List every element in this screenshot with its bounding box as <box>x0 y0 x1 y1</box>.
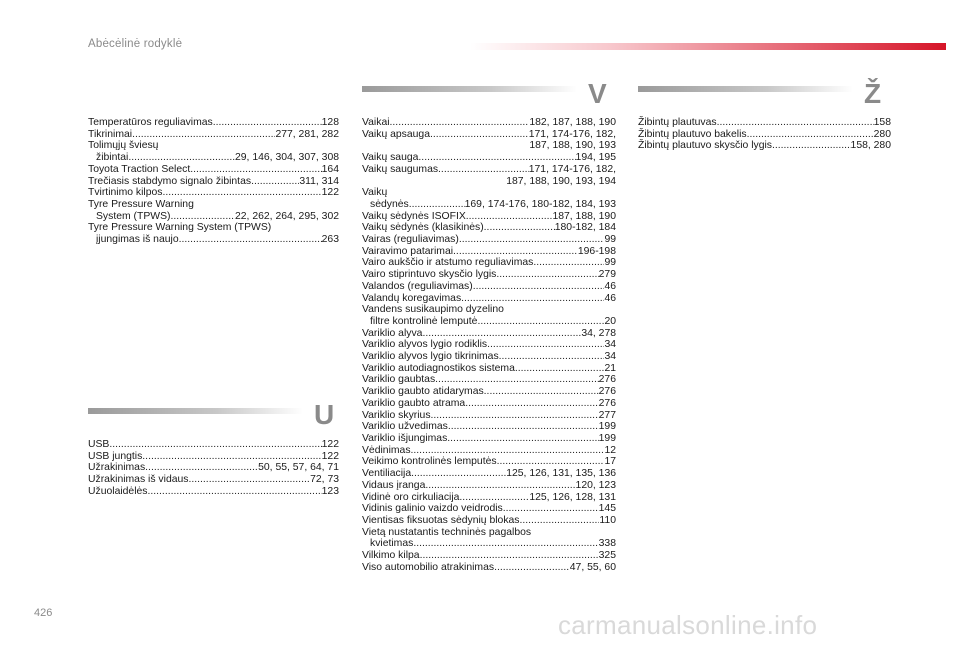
index-entry-label: Toyota Traction Select <box>88 163 191 175</box>
leader-dots <box>425 480 575 492</box>
leader-dots <box>188 474 310 486</box>
index-entry-label: Vairavimo patarimai <box>362 245 454 257</box>
leader-dots <box>411 445 605 457</box>
leader-dots <box>390 117 530 129</box>
index-entry-pages: 199 <box>598 432 616 444</box>
index-entry-label: sėdynės <box>370 198 409 210</box>
leader-dots <box>459 492 529 504</box>
index-entry-label: Vidinis galinio vaizdo veidrodis <box>362 503 503 515</box>
index-entry-pages: 46 <box>604 280 616 292</box>
index-entry-pages: 128 <box>321 117 339 128</box>
index-entry-label: Variklio autodiagnostikos sistema <box>362 362 515 374</box>
index-entry-pages: 171, 174-176, 182, <box>528 163 616 175</box>
index-entry-pages: 171, 174-176, 182, <box>528 128 616 140</box>
leader-dots <box>420 550 599 562</box>
index-entry-label: Vaikai <box>362 117 390 128</box>
index-entry-pages: 311, 314 <box>299 175 339 187</box>
index-entry <box>362 480 616 492</box>
index-entry-label: Užuolaidėlės <box>88 485 148 497</box>
leader-dots <box>170 211 235 223</box>
index-entry-pages: 145 <box>598 503 616 515</box>
index-entry <box>88 211 339 223</box>
leader-dots <box>459 234 605 246</box>
section-divider-u <box>88 408 303 414</box>
index-entry <box>88 474 339 486</box>
section-letter-z: Ž <box>864 78 882 109</box>
index-entry-label: Valandų koregavimas <box>362 292 462 304</box>
index-entry-heading: Vaikų <box>362 187 388 199</box>
leader-dots <box>109 439 321 451</box>
section-divider-v <box>362 86 577 92</box>
index-entry-label: Vairas (reguliavimas) <box>362 234 459 246</box>
index-entry-label: Variklio gaubto atidarymas <box>362 386 484 398</box>
index-entry <box>88 117 339 129</box>
leader-dots <box>162 187 321 199</box>
index-entry <box>362 410 616 422</box>
leader-dots <box>465 398 598 410</box>
index-entry-pages: 120, 123 <box>575 479 616 491</box>
index-entry-pages: 34 <box>604 339 616 351</box>
index-entry-pages: 22, 262, 264, 295, 302 <box>235 210 339 222</box>
index-entry <box>88 462 339 474</box>
leader-dots <box>477 316 604 328</box>
index-entry <box>362 316 616 328</box>
index-entry <box>88 129 339 141</box>
page-number: 426 <box>34 607 53 619</box>
index-entry-label: Tvirtinimo kilpos <box>88 187 163 199</box>
index-entry <box>362 129 616 141</box>
index-entry <box>362 550 616 562</box>
index-entry <box>362 386 616 398</box>
index-entry <box>362 199 616 211</box>
index-entry-label: Vairo stiprintuvo skysčio lygis <box>362 269 497 281</box>
leader-dots <box>430 129 529 141</box>
index-entry-pages: 99 <box>604 234 616 246</box>
index-entry-heading: Tyre Pressure Warning System (TPWS) <box>88 222 272 234</box>
index-entry-pages: 199 <box>598 421 616 433</box>
index-entry-pages: 164 <box>321 163 339 175</box>
index-entry <box>362 433 616 445</box>
index-entry-label: Temperatūros reguliavimas <box>88 117 213 128</box>
leader-dots <box>128 152 235 164</box>
leader-dots <box>520 515 600 527</box>
leader-dots <box>190 164 321 176</box>
index-entry-pages: 263 <box>321 234 339 246</box>
index-entry-pages: 123 <box>321 485 339 497</box>
index-entry-pages: 276 <box>598 386 616 398</box>
index-entry-label: Trečiasis stabdymo signalo žibintas <box>88 175 252 187</box>
index-entry <box>88 439 339 451</box>
index-entry-pages: 34, 278 <box>581 327 616 339</box>
index-entry <box>362 492 616 504</box>
index-entry-label: Variklio alyva <box>362 327 423 339</box>
index-entry <box>362 351 616 363</box>
index-entry-label: Valandos (reguliavimas) <box>362 280 473 292</box>
index-entry-pages: 276 <box>598 374 616 386</box>
header-accent-bar <box>470 43 946 50</box>
index-entry-label: Vaikų sauga <box>362 152 419 164</box>
index-entry-label: USB jungtis <box>88 450 143 462</box>
index-entry-label: Variklio gaubtas <box>362 374 436 386</box>
index-entry-label: kvietimas <box>370 538 414 550</box>
index-entry <box>362 456 616 468</box>
leader-dots <box>411 468 506 480</box>
index-entry-pages: 277, 281, 282 <box>275 128 339 140</box>
index-entry-pages: 325 <box>598 550 616 562</box>
index-entry <box>362 152 616 164</box>
index-entry-pages: 180-182, 184 <box>554 222 616 234</box>
index-entry-heading: Tyre Pressure Warning <box>88 198 194 210</box>
index-entry-pages: 21 <box>604 362 616 374</box>
index-entry-label: Vaikų apsauga <box>362 128 430 140</box>
index-entry <box>362 293 616 305</box>
index-entry-pages: 17 <box>604 456 616 468</box>
index-entry-label: Žibintų plautuvo skysčio lygis <box>638 140 772 152</box>
leader-dots <box>484 222 555 234</box>
index-entry <box>362 468 616 480</box>
index-entry-pages: 20 <box>604 315 616 327</box>
index-entry-label: Vidinė oro cirkuliacija <box>362 491 460 503</box>
index-entry-label: Vaikų sėdynės ISOFIX <box>362 210 466 222</box>
index-entry-label: USB <box>88 439 110 450</box>
index-entry <box>638 117 891 129</box>
leader-dots <box>142 451 321 463</box>
index-entry <box>362 503 616 515</box>
index-entry-label: Vaikų sėdynės (klasikinės) <box>362 222 484 234</box>
leader-dots <box>145 462 258 474</box>
index-entry-pages: 196-198 <box>577 245 616 257</box>
index-entry <box>362 538 616 550</box>
index-entry-label: Variklio alyvos lygio tikrinimas <box>362 351 499 363</box>
leader-dots <box>494 562 570 574</box>
index-entry-label: Viso automobilio atrakinimas <box>362 561 495 573</box>
index-entry-pages: 158, 280 <box>850 140 891 152</box>
index-entry-pages: 187, 188, 190 <box>552 210 616 222</box>
index-entry <box>88 187 339 199</box>
index-entry-label: Užrakinimas <box>88 462 146 474</box>
index-entry <box>88 234 339 246</box>
index-entry-pages: 338 <box>598 538 616 550</box>
leader-dots <box>515 363 605 375</box>
index-entry-pages: 122 <box>321 187 339 199</box>
leader-dots <box>179 234 322 246</box>
index-entry <box>88 152 339 164</box>
leader-dots <box>466 211 553 223</box>
index-entry <box>362 117 616 129</box>
index-entry-label: žibintai <box>96 152 129 164</box>
leader-dots <box>448 421 599 433</box>
index-entry <box>362 222 616 234</box>
index-entry-pages: 158 <box>873 117 891 128</box>
index-entry-label: filtre kontrolinė lemputė <box>370 315 478 327</box>
leader-dots <box>431 410 599 422</box>
index-entry-heading: Vietą nustatantis techninės pagalbos <box>362 526 532 538</box>
index-entry-label: Užrakinimas iš vidaus <box>88 474 189 486</box>
index-column-v <box>362 117 616 573</box>
index-entry-heading: Vandens susikaupimo dyzelino <box>362 304 504 316</box>
leader-dots <box>422 328 581 340</box>
index-entry <box>362 398 616 410</box>
leader-dots <box>148 486 322 498</box>
index-entry-pages: 29, 146, 304, 307, 308 <box>235 152 339 164</box>
leader-dots <box>772 140 851 152</box>
index-entry-label: Vilkimo kilpa <box>362 550 420 562</box>
index-entry-label: Vaikų saugumas <box>362 163 439 175</box>
index-entry-label: Variklio išjungimas <box>362 432 448 444</box>
index-entry-pages: 277 <box>598 409 616 421</box>
leader-dots <box>496 269 598 281</box>
section-divider-z <box>638 86 853 92</box>
index-entry <box>362 421 616 433</box>
leader-dots <box>438 164 529 176</box>
index-entry-pages: 99 <box>604 257 616 269</box>
index-entry-pages: 280 <box>873 128 891 140</box>
leader-dots <box>418 152 575 164</box>
index-column-t <box>88 117 339 246</box>
index-entry <box>88 451 339 463</box>
index-entry <box>362 257 616 269</box>
leader-dots <box>447 433 598 445</box>
index-entry-pages: 125, 126, 131, 135, 136 <box>506 468 616 480</box>
index-entry-pages: 125, 126, 128, 131 <box>529 491 616 503</box>
index-entry <box>362 211 616 223</box>
section-letter-u: U <box>314 399 335 430</box>
leader-dots <box>132 129 275 141</box>
index-entry <box>638 129 891 141</box>
index-entry-label: Žibintų plautuvas <box>638 117 717 128</box>
index-entry-label: Vairo aukščio ir atstumo reguliavimas <box>362 257 534 269</box>
index-entry-label: Variklio užvedimas <box>362 421 448 433</box>
index-entry <box>362 164 616 176</box>
index-entry-pages: 122 <box>321 450 339 462</box>
index-entry <box>362 234 616 246</box>
index-entry-label: Vidaus įranga <box>362 479 426 491</box>
index-entry <box>362 515 616 527</box>
index-entry <box>362 281 616 293</box>
index-entry <box>88 164 339 176</box>
leader-dots <box>503 503 599 515</box>
index-entry-pages: 279 <box>598 269 616 281</box>
leader-dots <box>747 129 874 141</box>
index-entry-label: Tikrinimai <box>88 128 133 140</box>
index-entry-label: System (TPWS) <box>96 210 171 222</box>
leader-dots <box>413 538 598 550</box>
index-entry <box>362 328 616 340</box>
index-entry-pages: 182, 187, 188, 190 <box>529 117 616 128</box>
index-entry-label: Variklio gaubto atrama <box>362 397 466 409</box>
index-entry-pages-continued: 187, 188, 190, 193, 194 <box>506 175 616 187</box>
index-entry-pages: 110 <box>599 514 616 526</box>
index-entry <box>362 363 616 375</box>
index-entry-label: Variklio alyvos lygio rodiklis <box>362 339 488 351</box>
leader-dots <box>473 281 605 293</box>
page-header-title: Abėcėlinė rodyklė <box>88 38 183 50</box>
index-entry <box>88 176 339 188</box>
index-entry <box>88 486 339 498</box>
index-entry-label: įjungimas iš naujo <box>96 234 179 246</box>
index-entry-heading: Tolimųjų šviesų <box>88 140 159 152</box>
index-entry <box>362 374 616 386</box>
leader-dots <box>484 386 599 398</box>
leader-dots <box>717 117 874 129</box>
index-entry-pages: 72, 73 <box>310 474 339 486</box>
leader-dots <box>251 176 299 188</box>
index-entry-label: Žibintų plautuvo bakelis <box>638 128 747 140</box>
index-entry-pages: 12 <box>604 444 616 456</box>
index-entry-label: Variklio skyrius <box>362 409 431 421</box>
index-entry-pages: 50, 55, 57, 64, 71 <box>258 462 339 474</box>
index-entry <box>362 445 616 457</box>
leader-dots <box>213 117 322 129</box>
index-entry-label: Vientisas fiksuotas sėdynių blokas <box>362 514 520 526</box>
leader-dots <box>435 374 598 386</box>
leader-dots <box>461 293 604 305</box>
section-letter-v: V <box>588 78 607 109</box>
index-entry-pages: 169, 174-176, 180-182, 184, 193 <box>464 198 616 210</box>
index-entry-pages: 34 <box>604 351 616 363</box>
index-entry-pages: 122 <box>321 439 339 450</box>
leader-dots <box>499 351 605 363</box>
index-entry-pages: 276 <box>598 397 616 409</box>
leader-dots <box>487 339 604 351</box>
index-entry-pages-continued: 187, 188, 190, 193 <box>529 140 616 152</box>
leader-dots <box>497 456 605 468</box>
index-column-z <box>638 117 891 152</box>
index-entry-pages: 46 <box>604 292 616 304</box>
leader-dots <box>409 199 465 211</box>
index-column-u <box>88 439 339 498</box>
index-entry-pages: 47, 55, 60 <box>569 561 616 573</box>
index-entry-label: Veikimo kontrolinės lemputės <box>362 456 497 468</box>
index-entry <box>362 246 616 258</box>
watermark-text: carmanualsonline.info <box>558 610 818 640</box>
leader-dots <box>453 246 578 258</box>
index-entry-pages: 194, 195 <box>575 152 616 164</box>
index-entry <box>362 562 616 574</box>
index-entry-label: Ventiliacija <box>362 468 412 480</box>
index-entry-label: Vėdinimas <box>362 444 411 456</box>
index-entry <box>362 269 616 281</box>
index-entry <box>362 339 616 351</box>
leader-dots <box>533 257 604 269</box>
index-entry <box>638 140 891 152</box>
